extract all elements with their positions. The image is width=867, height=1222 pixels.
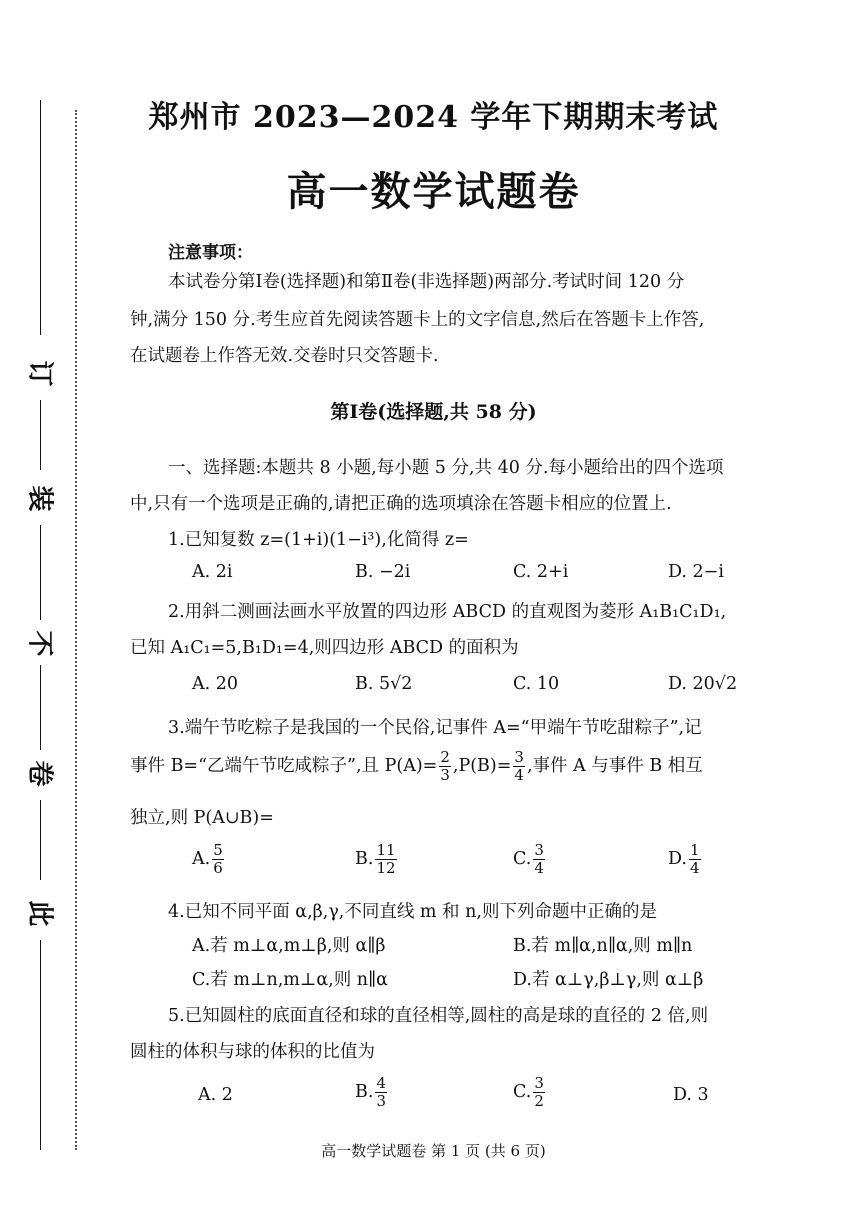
- q2-stem-line1: 2.用斜二测画法画水平放置的四边形 ABCD 的直观图为菱形 A₁B₁C₁D₁,: [168, 602, 727, 622]
- q5-stem-line2: 圆柱的体积与球的体积的比值为: [130, 1042, 375, 1062]
- q4-option-c: C.若 m⊥n,m⊥α,则 n∥α: [192, 970, 388, 990]
- q5-option-b-label: B.: [355, 1082, 374, 1102]
- binding-line-segment: [40, 665, 41, 750]
- q3-option-d-den: 4: [689, 859, 700, 877]
- q2-stem-line2: 已知 A₁C₁=5,B₁D₁=4,则四边形 ABCD 的面积为: [130, 638, 519, 658]
- q5-option-b-fraction: [375, 1076, 387, 1109]
- q3-option-c: [513, 843, 547, 876]
- q5-option-b: [355, 1076, 389, 1109]
- q2-option-c: C. 10: [513, 674, 560, 694]
- section-intro-line: 一、选择题:本题共 8 小题,每小题 5 分,共 40 分.每小题给出的四个选项: [168, 458, 724, 478]
- q3-option-c-num: 3: [534, 841, 544, 859]
- q3-option-c-fraction: [533, 843, 545, 876]
- q3-option-d: [668, 843, 703, 876]
- notes-line: 钟,满分 150 分.考生应首先阅读答题卡上的文字信息,然后在答题卡上作答,: [130, 310, 705, 330]
- q5-option-c-den: 2: [534, 1092, 544, 1110]
- q5-option-b-num: 4: [376, 1074, 386, 1092]
- q3-pa-num: 2: [440, 748, 450, 766]
- q5-option-c: [513, 1076, 547, 1109]
- notes-line: 在试题卷上作答无效.交卷时只交答题卡.: [130, 346, 439, 366]
- q2-option-d: D. 20√2: [668, 674, 738, 694]
- exam-title: 郑州市 2023—2024 学年下期期末考试: [148, 100, 719, 135]
- q3-text-a: 事件 B=“乙端午节吃咸粽子”,且 P(A)=: [130, 756, 438, 776]
- q3-option-b-fraction: [375, 843, 396, 876]
- binding-line-segment: [40, 800, 41, 880]
- q5-option-a: A. 2: [198, 1085, 233, 1105]
- q3-stem-line2: [130, 750, 703, 783]
- exam-subtitle: 高一数学试题卷: [286, 168, 581, 215]
- q3-option-c-den: 4: [534, 859, 544, 877]
- q3-text-c: ,事件 A 与事件 B 相互: [526, 756, 703, 776]
- q5-option-d: D. 3: [673, 1085, 709, 1105]
- binding-char-ci: 此: [24, 900, 55, 927]
- q3-option-c-label: C.: [513, 849, 532, 869]
- q3-pb-num: 3: [514, 748, 524, 766]
- q5-stem-line1: 5.已知圆柱的底面直径和球的直径相等,圆柱的高是球的直径的 2 倍,则: [168, 1006, 709, 1026]
- q3-option-b: [355, 843, 399, 876]
- q3-option-b-num: 11: [376, 841, 396, 859]
- q3-option-a-label: A.: [192, 849, 211, 869]
- binding-char-bu: 不: [24, 630, 55, 657]
- q3-option-b-den: 12: [376, 859, 396, 877]
- binding-char-zhuang: 装: [24, 485, 55, 512]
- q3-option-d-label: D.: [668, 849, 687, 869]
- q3-text-b: ,P(B)=: [452, 756, 512, 776]
- q1-stem: 1.已知复数 z=(1+i)(1−i³),化简得 z=: [168, 530, 469, 550]
- q4-option-b: B.若 m∥α,n∥α,则 m∥n: [513, 936, 693, 956]
- q1-option-a: A. 2i: [192, 562, 233, 582]
- section-title: 第Ⅰ卷(选择题,共 58 分): [330, 401, 537, 423]
- q3-stem-line1: 3.端午节吃粽子是我国的一个民俗,记事件 A=“甲端午节吃甜粽子”,记: [168, 718, 702, 738]
- page-footer: 高一数学试题卷 第 1 页 (共 6 页): [321, 1142, 546, 1160]
- binding-line-segment: [40, 525, 41, 620]
- q5-option-c-label: C.: [513, 1082, 532, 1102]
- section-intro-line: 中,只有一个选项是正确的,请把正确的选项填涂在答题卡相应的位置上.: [130, 494, 672, 514]
- q5-option-c-num: 3: [534, 1074, 544, 1092]
- notes-heading: 注意事项：: [168, 243, 253, 263]
- notes-line: 本试卷分第Ⅰ卷(选择题)和第Ⅱ卷(非选择题)两部分.考试时间 120 分: [168, 272, 685, 292]
- q1-option-b: B. −2i: [355, 562, 411, 582]
- q4-option-a: A.若 m⊥α,m⊥β,则 α∥β: [192, 936, 386, 956]
- q3-option-a-fraction: [212, 843, 224, 876]
- q3-pb-den: 4: [514, 766, 524, 784]
- q3-option-a-den: 6: [213, 859, 223, 877]
- q3-option-d-num: 1: [689, 841, 700, 859]
- binding-char-juan: 卷: [24, 760, 55, 787]
- q2-option-b: B. 5√2: [355, 674, 413, 694]
- q5-option-b-den: 3: [376, 1092, 386, 1110]
- q3-pa-den: 3: [440, 766, 450, 784]
- q4-stem: 4.已知不同平面 α,β,γ,不同直线 m 和 n,则下列命题中正确的是: [168, 902, 657, 922]
- binding-line-segment: [40, 940, 41, 1150]
- q3-option-b-label: B.: [355, 849, 374, 869]
- binding-char-ding: 订: [24, 360, 55, 387]
- q1-option-d: D. 2−i: [668, 562, 724, 582]
- q3-pb-fraction: [513, 750, 525, 783]
- q3-option-d-fraction: [689, 843, 701, 876]
- q2-option-a: A. 20: [192, 674, 239, 694]
- q1-option-c: C. 2+i: [513, 562, 569, 582]
- q3-option-a: [192, 843, 226, 876]
- binding-dotted-line: [75, 110, 77, 1150]
- q3-stem-line3: 独立,则 P(A∪B)=: [130, 808, 274, 828]
- q3-pa-fraction: [439, 750, 451, 783]
- q3-option-a-num: 5: [213, 841, 223, 859]
- q5-option-c-fraction: [533, 1076, 545, 1109]
- q4-option-d: D.若 α⊥γ,β⊥γ,则 α⊥β: [513, 970, 704, 990]
